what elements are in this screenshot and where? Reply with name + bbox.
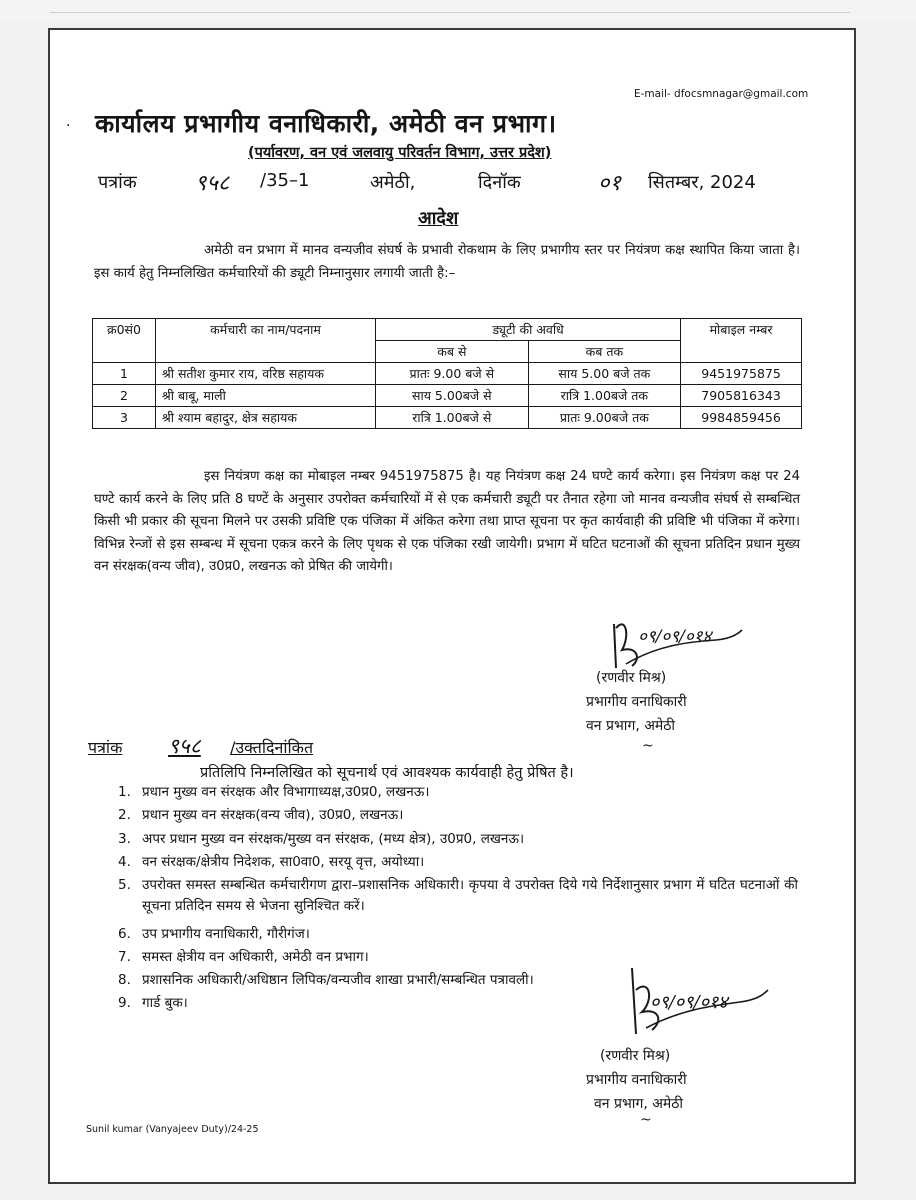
signature-date-handwritten: ०९/०९/०१४ bbox=[638, 627, 712, 647]
copy-letter-suffix: /उक्तदिनांकित bbox=[230, 738, 314, 757]
cell-from: प्रातः 9.00 बजे से bbox=[376, 363, 529, 385]
cell-name: श्री बाबू, माली bbox=[155, 385, 375, 407]
letter-number-suffix: /35–1 bbox=[260, 170, 310, 191]
signatory-office: वन प्रभाग, अमेठी bbox=[586, 718, 676, 734]
cell-serial: 1 bbox=[93, 363, 156, 385]
footer-reference: Sunil kumar (Vanyajeev Duty)/24-25 bbox=[86, 1124, 259, 1135]
item-text: वन संरक्षक/क्षेत्रीय निदेशक, सा0वा0, सरयू वृत्त, अयोध्या। bbox=[142, 854, 425, 870]
copy-letter-label: पत्रांक bbox=[88, 738, 123, 757]
copy-list-item bbox=[118, 852, 424, 870]
copy-list-item bbox=[118, 924, 310, 942]
cell-to: रात्रि 1.00बजे तक bbox=[528, 385, 681, 407]
cell-mobile: 9984859456 bbox=[681, 407, 802, 429]
copy-list-item bbox=[118, 875, 798, 917]
duty-table bbox=[92, 318, 802, 429]
item-text: प्रशासनिक अधिकारी/अधिष्ठान लिपिक/वन्यजीव शाखा प्रभारी/सम्बन्धित पत्रावली। bbox=[142, 972, 534, 988]
signature-date-handwritten: ०९/०९/०१४ bbox=[650, 992, 728, 1013]
header-from: कब से bbox=[376, 341, 529, 363]
item-number: 1. bbox=[118, 784, 131, 800]
signatory-designation: प्रभागीय वनाधिकारी bbox=[586, 694, 687, 710]
place-name: अमेठी, bbox=[370, 172, 416, 193]
copy-list-item bbox=[118, 829, 524, 847]
speck-mark: · bbox=[66, 118, 71, 134]
table-header-row bbox=[93, 319, 802, 341]
table-row bbox=[93, 363, 802, 385]
copy-list-item bbox=[118, 993, 188, 1011]
header-mobile: मोबाइल नम्बर bbox=[681, 319, 802, 363]
item-number: 8. bbox=[118, 972, 131, 988]
copy-list-item bbox=[118, 805, 403, 823]
letter-number-handwritten: ९५८ bbox=[195, 171, 230, 196]
department-line: (पर्यावरण, वन एवं जलवायु परिवर्तन विभाग, उत्तर प्रदेश) bbox=[248, 145, 552, 161]
copy-list-item bbox=[118, 782, 429, 800]
cell-name: श्री श्याम बहादुर, क्षेत्र सहायक bbox=[155, 407, 375, 429]
intro-paragraph: अमेठी वन प्रभाग में मानव वन्यजीव संघर्ष के प्रभावी रोकथाम के लिए प्रभागीय स्तर पर नियंत्रण कक्ष स्थापित किया जाता है। इस कार्य हेतु निम्नलिखित कर्मचारियों की ड्यूटी निम्नानुसार लगायी जाती है:– bbox=[94, 243, 800, 281]
item-number: 6. bbox=[118, 926, 131, 942]
header-duration: ड्यूटी की अवधि bbox=[376, 319, 681, 341]
item-text: प्रधान मुख्य वन संरक्षक और विभागाध्यक्ष,उ0प्र0, लखनऊ। bbox=[142, 784, 430, 800]
header-name: कर्मचारी का नाम/पदनाम bbox=[155, 319, 375, 363]
order-title: आदेश bbox=[418, 208, 459, 229]
item-text: प्रधान मुख्य वन संरक्षक(वन्य जीव), उ0प्र0, लखनऊ। bbox=[142, 807, 404, 823]
item-text: उपरोक्त समस्त सम्बन्धित कर्मचारीगण द्वारा–प्रशासनिक अधिकारी। कृपया वे उपरोक्त दिये गये निर्देशानुसार प्रभाग में घटित घटनाओं की सूचना प्रतिदिन समय से भेजना सुनिश्चित करें। bbox=[142, 877, 798, 914]
item-number: 7. bbox=[118, 949, 131, 965]
date-label: दिनॉक bbox=[478, 172, 521, 193]
signatory-office: वन प्रभाग, अमेठी bbox=[594, 1096, 684, 1112]
date-day-handwritten: ०१ bbox=[598, 171, 621, 196]
item-text: अपर प्रधान मुख्य वन संरक्षक/मुख्य वन संरक्षक, (मध्य क्षेत्र), उ0प्र0, लखनऊ। bbox=[142, 831, 525, 847]
cell-to: साय 5.00 बजे तक bbox=[528, 363, 681, 385]
signatory-name: (रणवीर मिश्र) bbox=[596, 670, 667, 686]
item-number: 5. bbox=[118, 877, 131, 893]
cell-from: रात्रि 1.00बजे से bbox=[376, 407, 529, 429]
date-month-year: सितम्बर, 2024 bbox=[648, 172, 756, 193]
cell-mobile: 7905816343 bbox=[681, 385, 802, 407]
item-text: गार्ड बुक। bbox=[142, 995, 188, 1011]
header-to: कब तक bbox=[528, 341, 681, 363]
item-number: 2. bbox=[118, 807, 131, 823]
item-number: 3. bbox=[118, 831, 131, 847]
initials-mark: ~ bbox=[642, 738, 654, 754]
office-title: कार्यालय प्रभागीय वनाधिकारी, अमेठी वन प्रभाग। bbox=[95, 109, 557, 138]
copy-intro: प्रतिलिपि निम्नलिखित को सूचनार्थ एवं आवश्यक कार्यवाही हेतु प्रेषित है। bbox=[200, 765, 574, 781]
body-paragraph: इस नियंत्रण कक्ष का मोबाइल नम्बर 9451975875 है। यह नियंत्रण कक्ष 24 घण्टे कार्य करेगा। इस नियंत्रण कक्ष पर 24 घण्टे कार्य करने के लिए प्रति 8 घण्टें के अनुसार उपरोक्त कर्मचारियों में से एक कर्मचारी ड्यूटी पर तैनात रहेगा जो मानव वन्यजीव संघर्ष से सम्बन्धित किसी भी प्रकार की सूचना मिलने पर उसकी प्रविष्टि एक पंजिका में अंकित करेगा तथा प्राप्त सूचना पर कृत कार्यवाही की प्रविष्टि भी पंजिका में करेगा। विभिन्न रेन्जों से इस सम्बन्ध में सूचना एकत्र करने के लिए पृथक से एक पंजिका रखी जायेगी। प्रभाग में घटित घटनाओं की सूचना प्रतिदिन प्रधान मुख्य वन संरक्षक(वन्य जीव), उ0प्र0, लखनऊ को प्रेषित की जायेगी। bbox=[94, 469, 800, 574]
email-address: E-mail- dfocsmnagar@gmail.com bbox=[634, 88, 809, 100]
letter-label: पत्रांक bbox=[98, 172, 137, 193]
viewer-top-bar bbox=[0, 0, 916, 22]
item-number: 9. bbox=[118, 995, 131, 1011]
copy-letter-number-handwritten: ९५८ bbox=[168, 734, 201, 758]
cell-serial: 2 bbox=[93, 385, 156, 407]
cell-to: प्रातः 9.00बजे तक bbox=[528, 407, 681, 429]
item-text: उप प्रभागीय वनाधिकारी, गौरीगंज। bbox=[142, 926, 310, 942]
cell-name: श्री सतीश कुमार राय, वरिष्ठ सहायक bbox=[155, 363, 375, 385]
table-row bbox=[93, 407, 802, 429]
table-row bbox=[93, 385, 802, 407]
cell-from: साय 5.00बजे से bbox=[376, 385, 529, 407]
copy-list-item bbox=[118, 947, 369, 965]
signatory-name: (रणवीर मिश्र) bbox=[600, 1048, 671, 1064]
signatory-designation: प्रभागीय वनाधिकारी bbox=[586, 1072, 687, 1088]
item-text: समस्त क्षेत्रीय वन अधिकारी, अमेठी वन प्रभाग। bbox=[142, 949, 369, 965]
cell-mobile: 9451975875 bbox=[681, 363, 802, 385]
letter-number-line bbox=[98, 170, 137, 194]
header-serial: क्र0सं0 bbox=[93, 319, 156, 363]
item-number: 4. bbox=[118, 854, 131, 870]
cell-serial: 3 bbox=[93, 407, 156, 429]
initials-mark: ~ bbox=[640, 1112, 652, 1128]
copy-list-item bbox=[118, 970, 534, 988]
